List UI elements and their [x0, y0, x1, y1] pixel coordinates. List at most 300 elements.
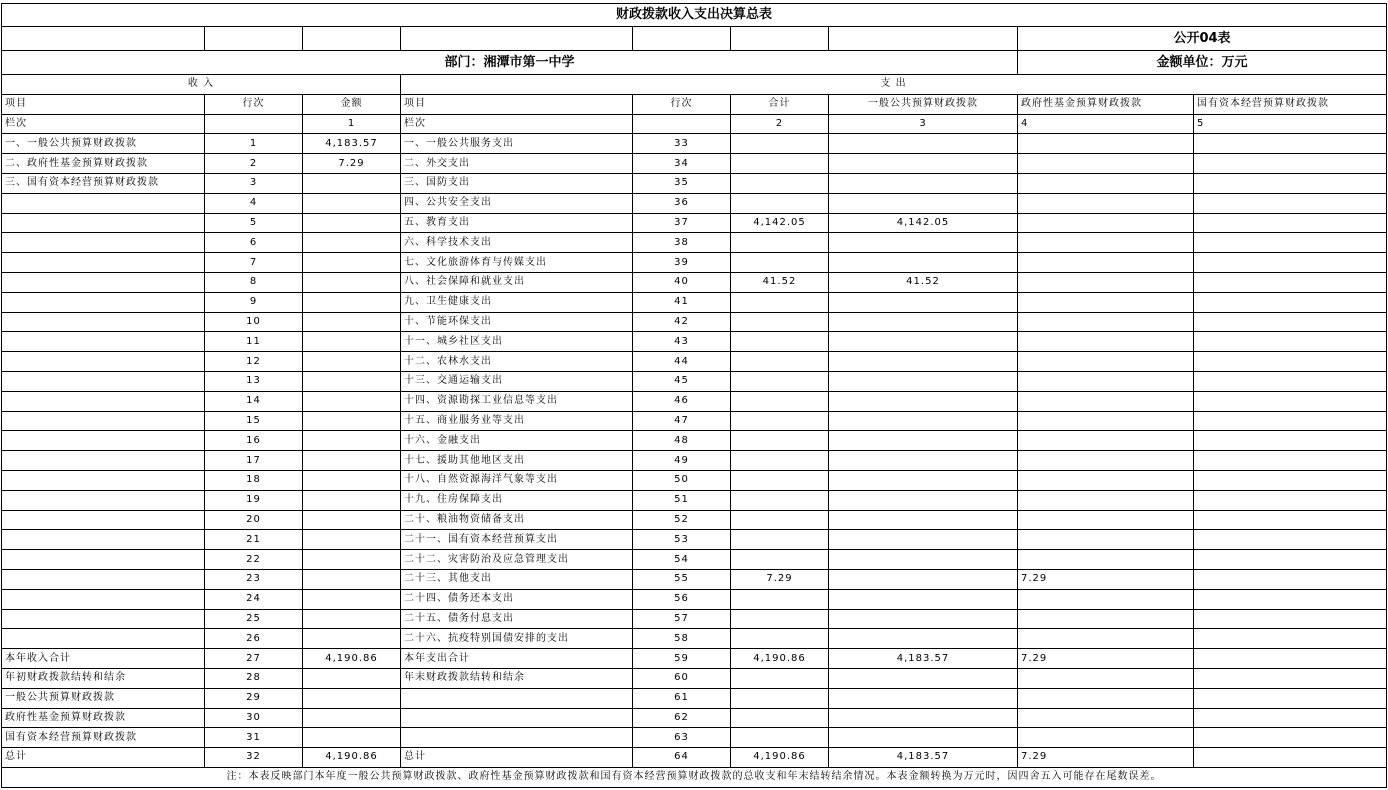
income-line-cell: 26: [205, 629, 303, 649]
income-amount-cell: [303, 253, 401, 273]
expense-item-cell: 十三、交通运输支出: [401, 371, 633, 391]
expense-general-cell: [829, 431, 1018, 451]
income-line-cell: 13: [205, 371, 303, 391]
table-row: [2, 312, 1387, 332]
income-line-cell: 8: [205, 272, 303, 292]
income-line-cell: 28: [205, 668, 303, 688]
expense-state-cell: [1194, 352, 1387, 372]
expense-state-cell: [1194, 688, 1387, 708]
income-amount-cell: [303, 173, 401, 193]
expense-state-cell: [1194, 748, 1387, 768]
expense-line-cell: 52: [633, 510, 731, 530]
expense-total-cell: 4,190.86: [731, 748, 829, 768]
expense-item-cell: 十五、商业服务业等支出: [401, 411, 633, 431]
expense-item-cell: 三、国防支出: [401, 173, 633, 193]
expense-item-cell: 二十六、抗疫特别国债安排的支出: [401, 629, 633, 649]
table-row: [2, 451, 1387, 471]
expense-total-cell: [731, 668, 829, 688]
expense-item-cell: 四、公共安全支出: [401, 193, 633, 213]
expense-state-cell: [1194, 708, 1387, 728]
expense-fund-cell: [1018, 154, 1194, 174]
table-row: [2, 193, 1387, 213]
income-line-cell: 5: [205, 213, 303, 233]
expense-line-cell: 64: [633, 748, 731, 768]
form-code: 公开04表: [1018, 27, 1387, 51]
income-item-cell: 总计: [2, 748, 205, 768]
expense-general-cell: 4,183.57: [829, 748, 1018, 768]
expense-line-cell: 38: [633, 233, 731, 253]
expense-general-cell: [829, 411, 1018, 431]
blank-cell: [633, 27, 731, 51]
expense-general-cell: [829, 609, 1018, 629]
expense-item-cell: 十四、资源勘探工业信息等支出: [401, 391, 633, 411]
expense-fund-cell: [1018, 490, 1194, 510]
expense-line-cell: 33: [633, 134, 731, 154]
income-amount-cell: 4,190.86: [303, 748, 401, 768]
income-item-cell: 三、国有资本经营预算财政拨款: [2, 173, 205, 193]
expense-general-cell: [829, 668, 1018, 688]
blank-cell: [2, 27, 205, 51]
expense-total-cell: 4,190.86: [731, 649, 829, 669]
income-item-cell: [2, 589, 205, 609]
expense-item-cell: 十六、金融支出: [401, 431, 633, 451]
income-amount-cell: [303, 411, 401, 431]
table-row: [2, 431, 1387, 451]
expense-total-cell: [731, 312, 829, 332]
expense-state-cell: [1194, 728, 1387, 748]
income-item-cell: 二、政府性基金预算财政拨款: [2, 154, 205, 174]
expense-item-cell: 二、外交支出: [401, 154, 633, 174]
expense-item-cell: 二十、粮油物资储备支出: [401, 510, 633, 530]
expense-total-cell: [731, 332, 829, 352]
expense-general-cell: [829, 193, 1018, 213]
income-item-cell: [2, 470, 205, 490]
expense-state-cell: [1194, 609, 1387, 629]
expense-item-cell: 十二、农林水支出: [401, 352, 633, 372]
expense-total-cell: [731, 253, 829, 273]
expense-state-cell: [1194, 391, 1387, 411]
blank-cell: [829, 27, 1018, 51]
expense-item-cell: 十九、住房保障支出: [401, 490, 633, 510]
income-item-cell: [2, 292, 205, 312]
blank-cell: [633, 114, 731, 134]
expense-line-cell: 57: [633, 609, 731, 629]
blank-cell: [303, 27, 401, 51]
expense-general-cell: [829, 569, 1018, 589]
table-row: [2, 649, 1387, 669]
expense-fund-cell: [1018, 609, 1194, 629]
table-row: [2, 154, 1387, 174]
expense-total-cell: [731, 451, 829, 471]
income-item-cell: 一般公共预算财政拨款: [2, 688, 205, 708]
expense-general-cell: [829, 629, 1018, 649]
col-header-exp-item: 项目: [401, 94, 633, 114]
income-amount-cell: [303, 312, 401, 332]
expense-total-cell: 4,142.05: [731, 213, 829, 233]
expense-header: 支 出: [401, 75, 1387, 95]
expense-total-cell: [731, 530, 829, 550]
income-item-cell: 本年收入合计: [2, 649, 205, 669]
income-amount-cell: [303, 451, 401, 471]
expense-general-cell: [829, 510, 1018, 530]
col-num-total: 2: [731, 114, 829, 134]
expense-line-cell: 39: [633, 253, 731, 273]
expense-line-cell: 42: [633, 312, 731, 332]
income-line-cell: 23: [205, 569, 303, 589]
blank-cell: [205, 114, 303, 134]
income-item-cell: [2, 490, 205, 510]
expense-fund-cell: [1018, 391, 1194, 411]
expense-item-cell: 十八、自然资源海洋气象等支出: [401, 470, 633, 490]
expense-fund-cell: [1018, 134, 1194, 154]
expense-line-cell: 48: [633, 431, 731, 451]
col-header-general: 一般公共预算财政拨款: [829, 94, 1018, 114]
expense-line-cell: 58: [633, 629, 731, 649]
income-item-cell: [2, 530, 205, 550]
income-amount-cell: [303, 609, 401, 629]
expense-total-cell: [731, 728, 829, 748]
expense-line-cell: 43: [633, 332, 731, 352]
expense-fund-cell: [1018, 550, 1194, 570]
income-item-cell: [2, 253, 205, 273]
expense-state-cell: [1194, 649, 1387, 669]
income-amount-cell: [303, 352, 401, 372]
expense-fund-cell: [1018, 411, 1194, 431]
income-line-cell: 21: [205, 530, 303, 550]
income-item-cell: 政府性基金预算财政拨款: [2, 708, 205, 728]
income-amount-cell: 4,190.86: [303, 649, 401, 669]
expense-fund-cell: [1018, 688, 1194, 708]
expense-general-cell: 4,183.57: [829, 649, 1018, 669]
expense-line-cell: 59: [633, 649, 731, 669]
expense-state-cell: [1194, 292, 1387, 312]
expense-item-cell: 本年支出合计: [401, 649, 633, 669]
income-amount-cell: [303, 272, 401, 292]
expense-state-cell: [1194, 193, 1387, 213]
income-amount-cell: [303, 688, 401, 708]
income-item-cell: [2, 272, 205, 292]
expense-total-cell: [731, 431, 829, 451]
col-num-amount: 1: [303, 114, 401, 134]
expense-item-cell: 七、文化旅游体育与传媒支出: [401, 253, 633, 273]
expense-total-cell: [731, 391, 829, 411]
income-item-cell: 国有资本经营预算财政拨款: [2, 728, 205, 748]
income-item-cell: [2, 550, 205, 570]
income-line-cell: 2: [205, 154, 303, 174]
income-line-cell: 17: [205, 451, 303, 471]
income-line-cell: 32: [205, 748, 303, 768]
expense-item-cell: 十、节能环保支出: [401, 312, 633, 332]
expense-line-cell: 46: [633, 391, 731, 411]
expense-total-cell: [731, 371, 829, 391]
income-amount-cell: [303, 193, 401, 213]
expense-state-cell: [1194, 431, 1387, 451]
income-amount-cell: [303, 629, 401, 649]
expense-state-cell: [1194, 510, 1387, 530]
income-item-cell: [2, 312, 205, 332]
expense-line-cell: 34: [633, 154, 731, 174]
income-line-cell: 27: [205, 649, 303, 669]
expense-item-cell: 九、卫生健康支出: [401, 292, 633, 312]
expense-total-cell: [731, 352, 829, 372]
expense-fund-cell: [1018, 510, 1194, 530]
income-amount-cell: [303, 431, 401, 451]
expense-total-cell: [731, 193, 829, 213]
expense-state-cell: [1194, 569, 1387, 589]
table-row: [2, 569, 1387, 589]
expense-line-cell: 41: [633, 292, 731, 312]
table-row: [2, 253, 1387, 273]
expense-line-cell: 53: [633, 530, 731, 550]
expense-state-cell: [1194, 253, 1387, 273]
expense-line-cell: 49: [633, 451, 731, 471]
table-row: [2, 233, 1387, 253]
expense-state-cell: [1194, 668, 1387, 688]
income-line-cell: 24: [205, 589, 303, 609]
expense-total-cell: 7.29: [731, 569, 829, 589]
expense-total-cell: [731, 134, 829, 154]
expense-item-cell: 总计: [401, 748, 633, 768]
expense-general-cell: [829, 371, 1018, 391]
income-line-cell: 12: [205, 352, 303, 372]
table-row: [2, 292, 1387, 312]
col-header-line: 行次: [205, 94, 303, 114]
expense-state-cell: [1194, 411, 1387, 431]
expense-general-cell: [829, 688, 1018, 708]
expense-item-cell: 六、科学技术支出: [401, 233, 633, 253]
income-item-cell: [2, 193, 205, 213]
expense-total-cell: [731, 233, 829, 253]
income-amount-cell: [303, 589, 401, 609]
income-item-cell: [2, 371, 205, 391]
expense-item-cell: [401, 708, 633, 728]
expense-line-cell: 40: [633, 272, 731, 292]
table-row: [2, 530, 1387, 550]
expense-line-cell: 44: [633, 352, 731, 372]
expense-line-cell: 55: [633, 569, 731, 589]
expense-line-cell: 63: [633, 728, 731, 748]
expense-fund-cell: [1018, 470, 1194, 490]
expense-item-cell: 一、一般公共服务支出: [401, 134, 633, 154]
income-line-cell: 22: [205, 550, 303, 570]
table-row: [2, 688, 1387, 708]
expense-fund-cell: [1018, 312, 1194, 332]
expense-fund-cell: [1018, 253, 1194, 273]
expense-state-cell: [1194, 134, 1387, 154]
income-line-cell: 7: [205, 253, 303, 273]
income-line-cell: 30: [205, 708, 303, 728]
expense-general-cell: [829, 233, 1018, 253]
income-line-cell: 3: [205, 173, 303, 193]
income-amount-cell: [303, 550, 401, 570]
expense-item-cell: 五、教育支出: [401, 213, 633, 233]
expense-state-cell: [1194, 589, 1387, 609]
income-amount-cell: [303, 292, 401, 312]
expense-fund-cell: [1018, 668, 1194, 688]
expense-state-cell: [1194, 530, 1387, 550]
expense-general-cell: [829, 332, 1018, 352]
income-amount-cell: [303, 708, 401, 728]
table-row: [2, 272, 1387, 292]
table-row: [2, 629, 1387, 649]
expense-general-cell: [829, 728, 1018, 748]
income-item-cell: [2, 629, 205, 649]
expense-general-cell: [829, 589, 1018, 609]
expense-general-cell: [829, 253, 1018, 273]
expense-line-cell: 51: [633, 490, 731, 510]
expense-total-cell: [731, 510, 829, 530]
expense-item-cell: 二十五、债务付息支出: [401, 609, 633, 629]
income-amount-cell: [303, 371, 401, 391]
expense-fund-cell: [1018, 530, 1194, 550]
expense-general-cell: [829, 550, 1018, 570]
expense-line-cell: 50: [633, 470, 731, 490]
expense-state-cell: [1194, 470, 1387, 490]
col-header-exp-line: 行次: [633, 94, 731, 114]
expense-state-cell: [1194, 629, 1387, 649]
income-line-cell: 6: [205, 233, 303, 253]
expense-line-cell: 61: [633, 688, 731, 708]
expense-item-cell: 八、社会保障和就业支出: [401, 272, 633, 292]
income-amount-cell: [303, 391, 401, 411]
income-item-cell: 一、一般公共预算财政拨款: [2, 134, 205, 154]
expense-fund-cell: [1018, 708, 1194, 728]
table-row: [2, 332, 1387, 352]
income-line-cell: 15: [205, 411, 303, 431]
income-line-cell: 1: [205, 134, 303, 154]
income-line-cell: 4: [205, 193, 303, 213]
spreadsheet: [1, 3, 1387, 788]
income-header: 收 入: [2, 75, 401, 95]
income-line-cell: 18: [205, 470, 303, 490]
expense-fund-cell: [1018, 213, 1194, 233]
expense-state-cell: [1194, 173, 1387, 193]
income-item-cell: 年初财政拨款结转和结余: [2, 668, 205, 688]
expense-general-cell: [829, 451, 1018, 471]
blank-cell: [205, 27, 303, 51]
expense-general-cell: [829, 470, 1018, 490]
expense-total-cell: [731, 688, 829, 708]
income-line-cell: 9: [205, 292, 303, 312]
expense-fund-cell: [1018, 193, 1194, 213]
expense-state-cell: [1194, 312, 1387, 332]
expense-item-cell: [401, 688, 633, 708]
expense-line-cell: 47: [633, 411, 731, 431]
expense-total-cell: [731, 292, 829, 312]
expense-general-cell: [829, 490, 1018, 510]
expense-line-cell: 56: [633, 589, 731, 609]
income-item-cell: [2, 213, 205, 233]
income-amount-cell: [303, 332, 401, 352]
income-amount-cell: [303, 510, 401, 530]
blank-cell: [401, 27, 633, 51]
income-item-cell: [2, 609, 205, 629]
col-num-label: 栏次: [2, 114, 205, 134]
income-item-cell: [2, 391, 205, 411]
expense-total-cell: [731, 708, 829, 728]
table-row: [2, 391, 1387, 411]
budget-table: [1, 3, 1387, 788]
table-row: [2, 510, 1387, 530]
expense-total-cell: [731, 411, 829, 431]
expense-fund-cell: 7.29: [1018, 649, 1194, 669]
expense-fund-cell: [1018, 332, 1194, 352]
expense-total-cell: [731, 490, 829, 510]
expense-fund-cell: [1018, 431, 1194, 451]
expense-fund-cell: [1018, 233, 1194, 253]
expense-line-cell: 37: [633, 213, 731, 233]
expense-fund-cell: 7.29: [1018, 569, 1194, 589]
table-row: [2, 550, 1387, 570]
income-item-cell: [2, 332, 205, 352]
expense-total-cell: [731, 629, 829, 649]
expense-fund-cell: [1018, 451, 1194, 471]
income-item-cell: [2, 569, 205, 589]
col-header-state: 国有资本经营预算财政拨款: [1194, 94, 1387, 114]
col-num-general: 3: [829, 114, 1018, 134]
expense-total-cell: [731, 173, 829, 193]
col-header-fund: 政府性基金预算财政拨款: [1018, 94, 1194, 114]
expense-state-cell: [1194, 371, 1387, 391]
expense-state-cell: [1194, 233, 1387, 253]
expense-total-cell: [731, 550, 829, 570]
table-row: [2, 609, 1387, 629]
table-row: [2, 728, 1387, 748]
blank-cell: [731, 27, 829, 51]
col-num-label: 栏次: [401, 114, 633, 134]
table-row: [2, 134, 1387, 154]
expense-state-cell: [1194, 213, 1387, 233]
expense-general-cell: [829, 352, 1018, 372]
table-row: [2, 411, 1387, 431]
col-header-item: 项目: [2, 94, 205, 114]
expense-fund-cell: [1018, 352, 1194, 372]
expense-state-cell: [1194, 490, 1387, 510]
expense-item-cell: 二十一、国有资本经营预算支出: [401, 530, 633, 550]
department-label: 部门：湘潭市第一中学: [2, 51, 1018, 75]
income-amount-cell: 7.29: [303, 154, 401, 174]
expense-item-cell: 十一、城乡社区支出: [401, 332, 633, 352]
expense-general-cell: [829, 530, 1018, 550]
expense-state-cell: [1194, 550, 1387, 570]
expense-general-cell: [829, 173, 1018, 193]
income-line-cell: 14: [205, 391, 303, 411]
income-line-cell: 10: [205, 312, 303, 332]
income-line-cell: 29: [205, 688, 303, 708]
expense-total-cell: [731, 589, 829, 609]
income-item-cell: [2, 411, 205, 431]
table-row: [2, 371, 1387, 391]
col-num-state: 5: [1194, 114, 1387, 134]
income-item-cell: [2, 510, 205, 530]
expense-line-cell: 35: [633, 173, 731, 193]
income-amount-cell: [303, 470, 401, 490]
table-title: 财政拨款收入支出决算总表: [2, 4, 1387, 27]
income-line-cell: 31: [205, 728, 303, 748]
table-row: [2, 708, 1387, 728]
expense-item-cell: 二十三、其他支出: [401, 569, 633, 589]
expense-state-cell: [1194, 272, 1387, 292]
expense-general-cell: [829, 154, 1018, 174]
expense-fund-cell: [1018, 272, 1194, 292]
expense-fund-cell: [1018, 292, 1194, 312]
income-amount-cell: [303, 213, 401, 233]
unit-label: 金额单位：万元: [1018, 51, 1387, 75]
expense-general-cell: [829, 312, 1018, 332]
expense-general-cell: 4,142.05: [829, 213, 1018, 233]
income-line-cell: 11: [205, 332, 303, 352]
table-row: [2, 589, 1387, 609]
